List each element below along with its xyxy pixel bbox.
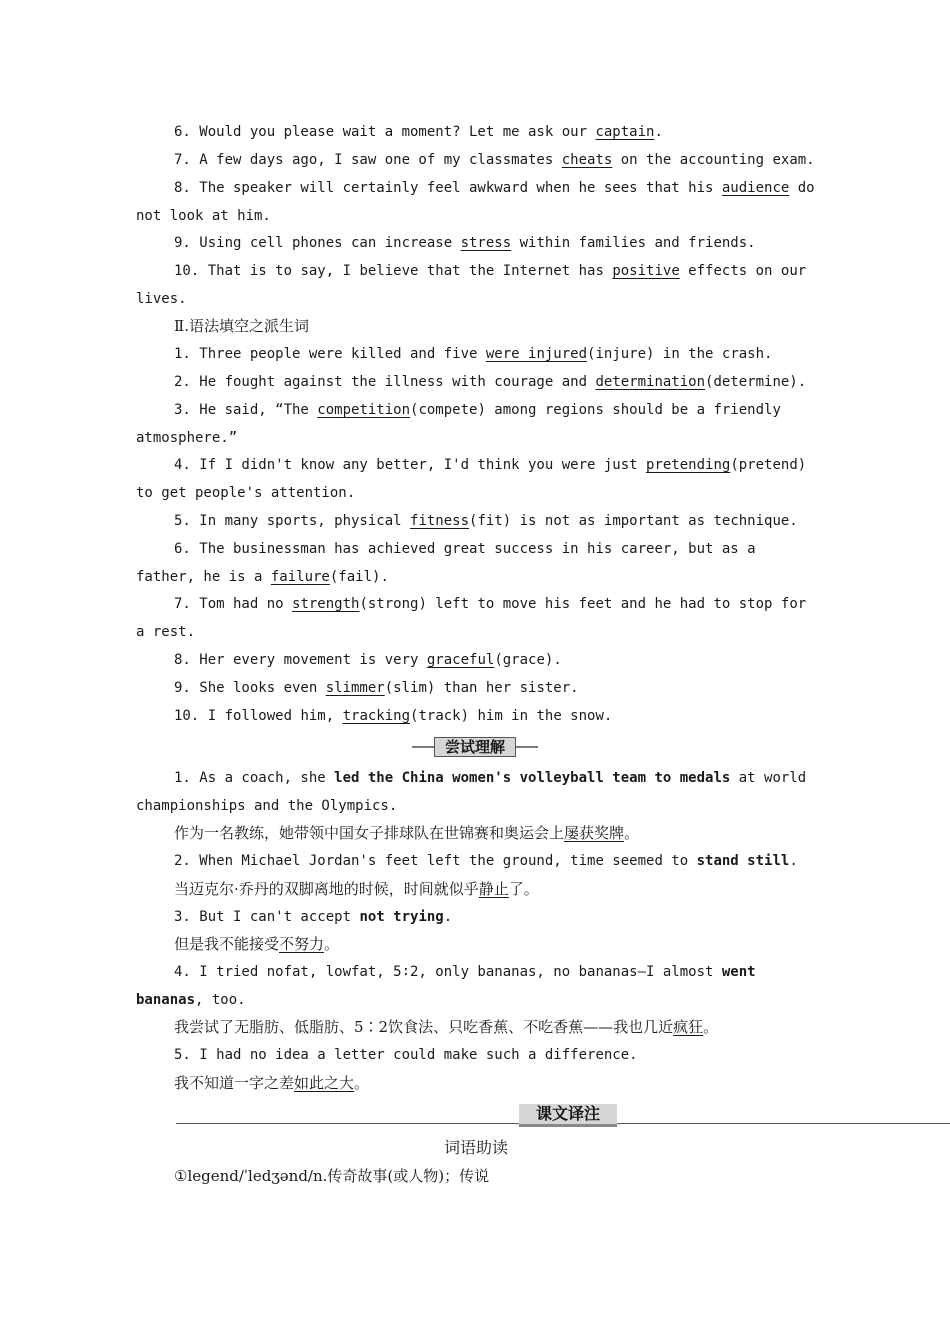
answer-blank: were injured	[485, 346, 588, 362]
grammar-item-2: 2. He fought against the illness with courage and determination(determine).	[174, 374, 807, 390]
answer-blank: cheats	[561, 152, 613, 168]
vocab-item-9: 9. Using cell phones can increase stress within families and friends.	[174, 235, 756, 251]
answer-blank: 疯狂	[673, 1018, 704, 1036]
grammar-item-3-cont: atmosphere.”	[136, 430, 238, 446]
grammar-item-1: 1. Three people were killed and five were injured(injure) in the crash.	[174, 346, 773, 362]
grammar-item-4-cont: to get people's attention.	[136, 485, 356, 501]
vocab-item-10-cont: lives.	[136, 291, 187, 307]
answer-blank: graceful	[426, 652, 495, 668]
vocab-item-10: 10. That is to say, I believe that the Internet has positive effects on our	[174, 263, 807, 279]
try-item-1-translation: 作为一名教练，她带领中国女子排球队在世锦赛和奥运会上屡获奖牌。	[174, 824, 640, 842]
banner-label: 尝试理解	[434, 737, 516, 757]
answer-blank: audience	[721, 180, 790, 196]
grammar-item-5: 5. In many sports, physical fitness(fit) is not as important as technique.	[174, 513, 798, 529]
try-item-4: 4. I tried nofat, lowfat, 5∶2, only bananas, no bananas—I almost went	[174, 964, 756, 980]
try-item-4-translation: 我尝试了无脂肪、低脂肪、5∶2饮食法、只吃香蕉、不吃香蕉——我也几近疯狂。	[174, 1018, 719, 1036]
try-item-3-translation: 但是我不能接受不努力。	[174, 935, 340, 953]
answer-blank: failure	[270, 569, 330, 585]
try-item-5-translation: 我不知道一字之差如此之大。	[174, 1074, 370, 1092]
try-item-2: 2. When Michael Jordan's feet left the ground, time seemed to stand still.	[174, 853, 798, 869]
answer-blank: pretending	[646, 457, 731, 473]
try-item-4-cont: bananas, too.	[136, 992, 246, 1008]
try-item-2-translation: 当迈克尔·乔丹的双脚离地的时候，时间就似乎静止了。	[174, 880, 539, 898]
answer-blank: fitness	[410, 513, 470, 529]
answer-blank: 屡获奖牌	[564, 824, 625, 842]
vocab-item-6: 6. Would you please wait a moment? Let me ask our captain.	[174, 124, 663, 140]
answer-blank: tracking	[342, 708, 411, 724]
section-banner-notes: 课文译注	[519, 1104, 617, 1127]
grammar-item-8: 8. Her every movement is very graceful(grace).	[174, 652, 562, 668]
try-item-3: 3. But I can't accept not trying.	[174, 909, 453, 925]
section-banner-try	[412, 737, 538, 757]
answer-blank: slimmer	[325, 680, 385, 696]
glossary-entry-1: ①legend/ˈledʒənd/n.传奇故事(或人物)；传说	[174, 1167, 490, 1185]
answer-blank: 如此之大	[294, 1074, 355, 1092]
vocab-item-7: 7. A few days ago, I saw one of my classmates cheats on the accounting exam.	[174, 152, 815, 168]
answer-blank: stress	[460, 235, 512, 251]
answer-blank: 不努力	[279, 935, 325, 953]
grammar-item-6: 6. The businessman has achieved great success in his career, but as a	[174, 541, 756, 557]
try-item-1-cont: championships and the Olympics.	[136, 798, 398, 814]
grammar-item-7-cont: a rest.	[136, 624, 196, 640]
answer-blank: strength	[292, 596, 360, 612]
answer-blank: determination	[595, 374, 706, 390]
try-item-1: 1. As a coach, she led the China women's volleyball team to medals at world	[174, 770, 807, 786]
vocab-help-title: 词语助读	[443, 1138, 508, 1157]
grammar-item-7: 7. Tom had no strength(strong) left to move his feet and he had to stop for	[174, 596, 807, 612]
answer-blank: 静止	[478, 880, 509, 898]
vocab-item-8: 8. The speaker will certainly feel awkward when he sees that his audience do	[174, 180, 815, 196]
answer-blank: competition	[317, 402, 411, 418]
vocab-item-8-cont: not look at him.	[136, 208, 271, 224]
section-heading: Ⅱ.语法填空之派生词	[174, 317, 309, 335]
answer-blank: positive	[612, 263, 680, 279]
grammar-item-4: 4. If I didn't know any better, I'd think you were just pretending(pretend)	[174, 457, 807, 473]
grammar-item-9: 9. She looks even slimmer(slim) than her sister.	[174, 680, 579, 696]
answer-blank: captain	[595, 124, 655, 140]
grammar-item-6-cont: father, he is a failure(fail).	[136, 569, 389, 585]
grammar-item-3: 3. He said, “The competition(compete) among regions should be a friendly	[174, 402, 781, 418]
try-item-5: 5. I had no idea a letter could make such a difference.	[174, 1047, 638, 1063]
grammar-item-10: 10. I followed him, tracking(track) him in the snow.	[174, 708, 613, 724]
